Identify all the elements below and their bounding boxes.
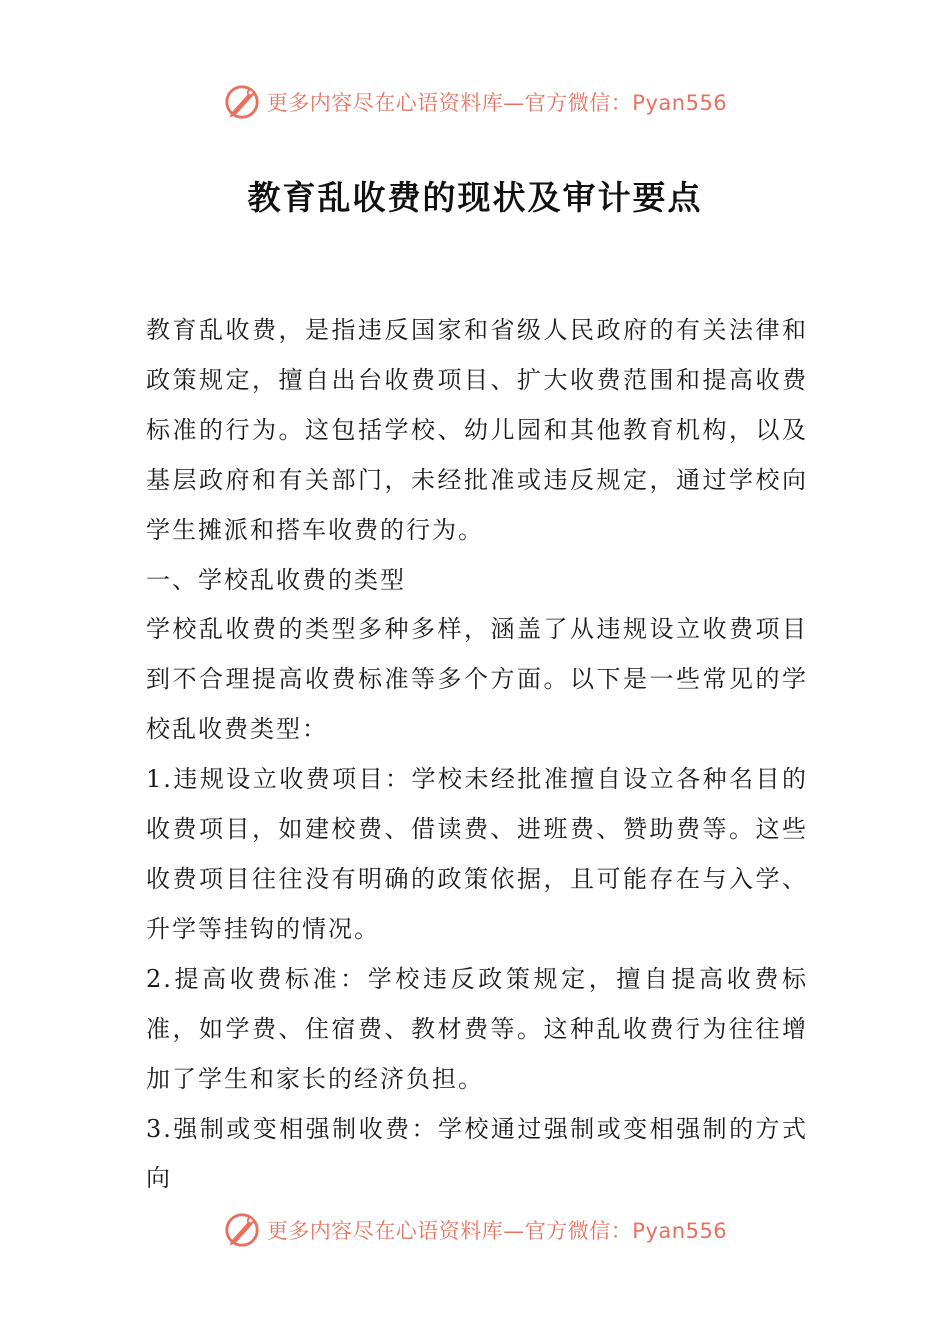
list-item: 2.提高收费标准：学校违反政策规定，擅自提高收费标准，如学费、住宿费、教材费等。这种乱收费行为往往增加了学生和家长的经济负担。: [146, 964, 808, 1093]
watermark-text: 更多内容尽在心语资料库—官方微信：Pyan556: [266, 1219, 728, 1243]
footer-watermark: [0, 1208, 950, 1252]
list-item: 3.强制或变相强制收费：学校通过强制或变相强制的方式向: [146, 1114, 808, 1193]
document-title: 教育乱收费的现状及审计要点: [247, 178, 703, 217]
document-body: [146, 306, 808, 1204]
header-watermark: [0, 80, 950, 124]
section-heading: 一、学校乱收费的类型: [146, 565, 406, 594]
pen-logo-icon: [223, 83, 261, 121]
paragraph: 教育乱收费，是指违反国家和省级人民政府的有关法律和政策规定，擅自出台收费项目、扩大收费范围和提高收费标准的行为。这包括学校、幼儿园和其他教育机构，以及基层政府和有关部门，未经批准或违反规定，通过学校向学生摊派和搭车收费的行为。: [146, 316, 808, 544]
list-item: 1.违规设立收费项目：学校未经批准擅自设立各种名目的收费项目，如建校费、借读费、进班费、赞助费等。这些收费项目往往没有明确的政策依据，且可能存在与入学、升学等挂钩的情况。: [146, 765, 808, 943]
paragraph: 学校乱收费的类型多种多样，涵盖了从违规设立收费项目到不合理提高收费标准等多个方面。以下是一些常见的学校乱收费类型：: [146, 615, 808, 744]
watermark-text: 更多内容尽在心语资料库—官方微信：Pyan556: [266, 91, 728, 115]
pen-logo-icon: [223, 1211, 261, 1249]
